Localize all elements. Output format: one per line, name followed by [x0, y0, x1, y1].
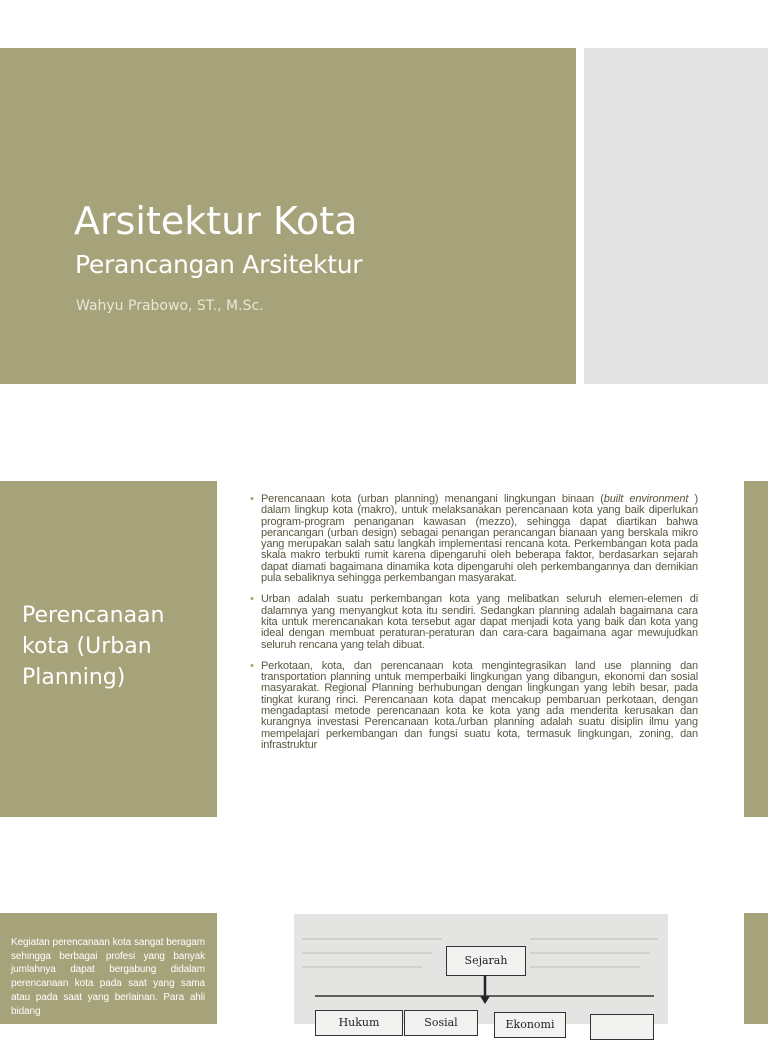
- bullet-item: [250, 494, 698, 584]
- text-side-strip: [744, 913, 768, 1024]
- bullet-icon: •: [250, 493, 254, 505]
- diagram-box-hukum: Hukum: [315, 1010, 403, 1036]
- diagram-box-sosial: Sosial: [404, 1010, 478, 1036]
- bullet-text: Perencanaan kota (urban planning) menangani lingkungan binaan (: [261, 493, 604, 505]
- bullet-item: [250, 661, 698, 751]
- diagram-connectors: [294, 914, 668, 1024]
- scanned-diagram-image: [294, 914, 668, 1031]
- section-heading: Perencanaan kota (Urban Planning): [22, 603, 165, 690]
- bullet-list: [250, 494, 698, 761]
- diagram-box-sejarah: Sejarah: [446, 946, 526, 976]
- panel-paragraph: Kegiatan perencanaan kota sangat beragam sehingga berbagai profesi yang banyak jumlahnya dapat bergabung didalam perencanaan kota pada saat yang sama atau pada saat yang berlainan. Para ahli bidang: [11, 937, 205, 1017]
- diagram-box-ekonomi: Ekonomi: [494, 1012, 566, 1038]
- bullet-italic-text: built environment: [603, 493, 689, 505]
- slide-title: Arsitektur Kota: [74, 199, 358, 243]
- title-slide-side-panel: [584, 48, 768, 384]
- slide-subtitle: Perancangan Arsitektur: [75, 250, 363, 279]
- bullet-item: [250, 594, 698, 650]
- section-side-strip: [744, 481, 768, 817]
- bullet-icon: •: [250, 593, 254, 606]
- slide-author: Wahyu Prabowo, ST., M.Sc.: [76, 298, 264, 314]
- diagram-box: [590, 1014, 654, 1040]
- bullet-text: ) dalam lingkup kota (makro), untuk melaksanakan perencanaan kota yang baik diperlukan program-program penanganan kawasan (mezzo), sehingga dapat diartikan bahwa perancangan (urban design) sebagai penangan perancangan bianaan yang berskala mikro yang merupakan salah satu langkah implementasi rencana kota. Perkembangan kota pada skala makro terbukti rumit karena dipengaruhi oleh beberapa faktor, berdasarkan sejarah dapat diamati bagaimana dinamika kota dipengaruhi oleh perkembangannya dan demikian pula sebaliknya sehingga perkembangan masyarakat.: [261, 493, 698, 585]
- bullet-icon: •: [250, 659, 254, 672]
- bullet-text: Urban adalah suatu perkembangan kota yang melibatkan seluruh elemen-elemen di dalamnya yang menyangkut kota itu sendiri. Sedangkan planning adalah bagaimana cara kita untuk merencanakan kota tersebut agar dapat menjadi kota yang baik dan kota yang ideal dengan membuat peraturan-peraturan dan cara-cara bagaimana agar mewujudkan seluruh rencana yang telah dibuat.: [261, 593, 698, 651]
- bullet-text: Perkotaan, kota, dan perencanaan kota mengintegrasikan land use planning dan transportation planning untuk memperbaiki lingkungan yang dibangun, ekonomi dan sosial masyarakat. Regional Planning berhubungan dengan lingkungan yang lebih besar, pada tingkat kurang rinci. Perencanaan kota dapat mencakup pembaruan perkotaan, dengan mengadaptasi metode perencanaan kota ke kota yang ada menderita kerusakan dan kurangnya investasi Perencanaan kota./urban planning adalah suatu disiplin ilmu yang mempelajari perkembangan dan fungsi suatu kota, termasuk lingkungan, zoning, dan infrastruktur: [261, 659, 698, 751]
